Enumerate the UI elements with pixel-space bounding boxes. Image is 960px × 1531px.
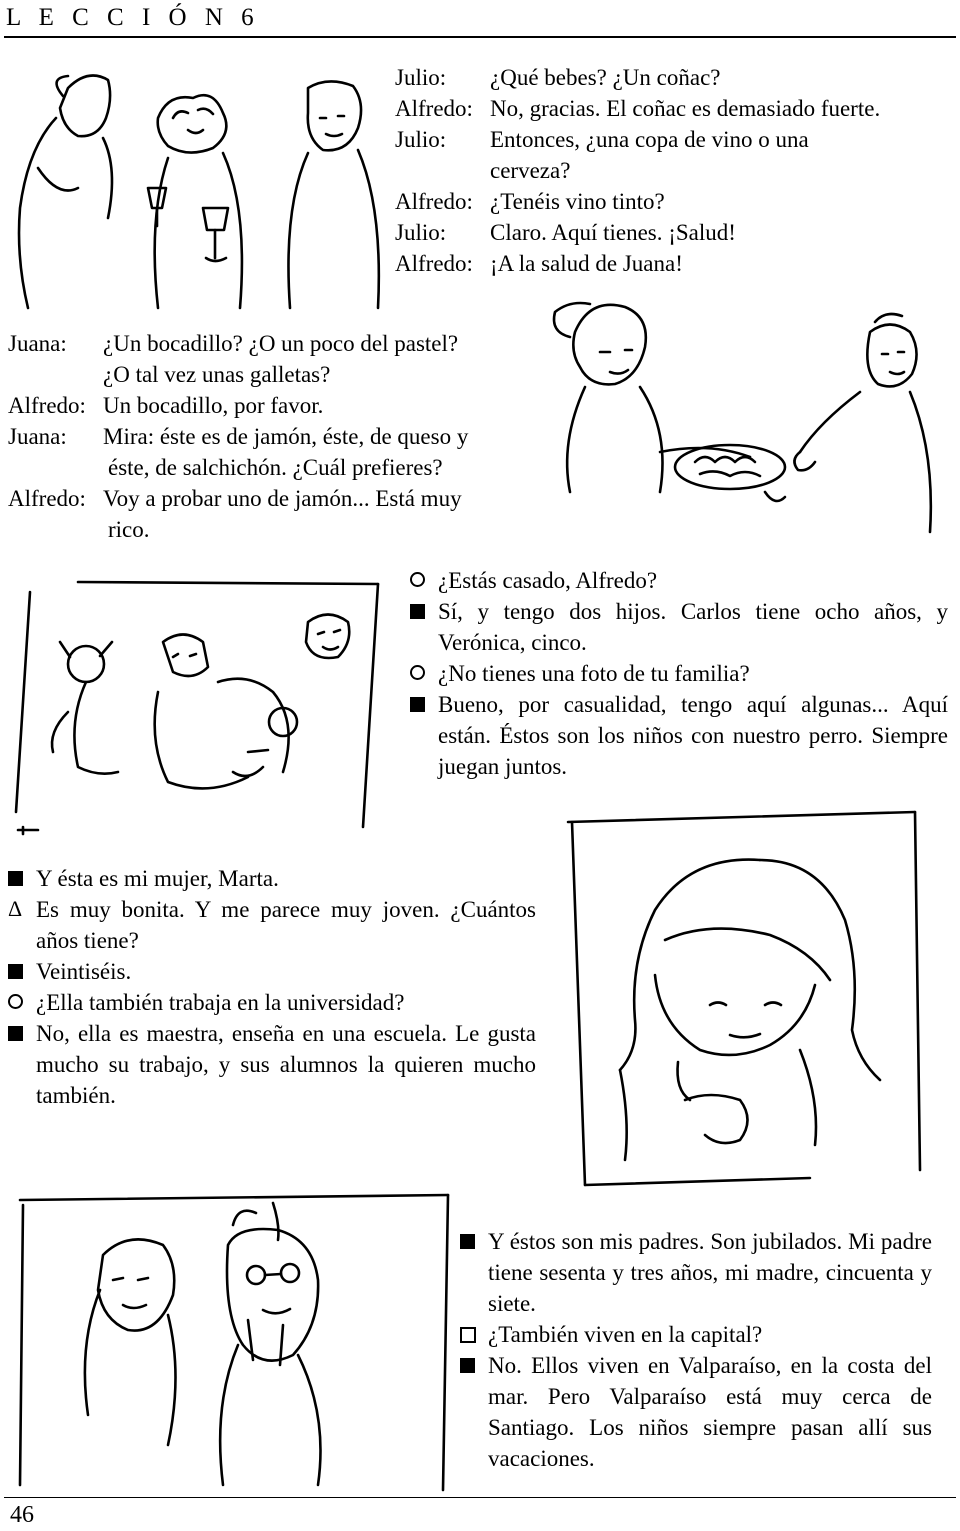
- dialog-text: rico.: [108, 517, 150, 542]
- dialog-line: [395, 248, 880, 279]
- conversation-line: [410, 689, 948, 782]
- conversation-line: [8, 863, 536, 894]
- line-text: Y ésta es mi mujer, Marta.: [36, 866, 279, 891]
- speaker-name: Alfredo:: [395, 251, 473, 276]
- speaker-name: Julio:: [395, 127, 447, 152]
- dialog-text: ¿Qué bebes? ¿Un coñac?: [490, 65, 721, 90]
- line-text: Sí, y tengo dos hijos. Carlos tiene ocho años, y Verónica, cinco.: [438, 599, 948, 655]
- footer-rule: [4, 1497, 956, 1498]
- conversation-line: [460, 1350, 932, 1474]
- speaker-name: Julio:: [395, 220, 447, 245]
- square-bullet-icon: [8, 871, 23, 886]
- dialog-line: [8, 421, 468, 452]
- line-text: ¿También viven en la capital?: [488, 1322, 763, 1347]
- dialog-line: [395, 217, 880, 248]
- dialog-continuation: [8, 359, 468, 390]
- speaker-name: Alfredo:: [395, 96, 473, 121]
- dialog-continuation: [8, 514, 468, 545]
- dialog-text: No, gracias. El coñac es demasiado fuerte.: [490, 96, 881, 121]
- triangle-bullet-icon: Δ: [8, 896, 23, 921]
- conversation-line: [460, 1319, 932, 1350]
- lesson-header: L E C C I Ó N 6: [6, 4, 260, 31]
- speaker-name: Juana:: [8, 331, 67, 356]
- dialog-text: Un bocadillo, por favor.: [103, 393, 324, 418]
- dialog-text: ¿O tal vez unas galletas?: [103, 362, 331, 387]
- line-text: ¿No tienes una foto de tu familia?: [438, 661, 750, 686]
- illustration-wife-portrait: [560, 800, 950, 1190]
- open-square-bullet-icon: [460, 1327, 476, 1343]
- dialog-text: Claro. Aquí tienes. ¡Salud!: [490, 220, 736, 245]
- dialog-line: [8, 390, 468, 421]
- dialog-line: [8, 483, 468, 514]
- conversation-line: [8, 894, 536, 956]
- circle-bullet-icon: [410, 572, 425, 587]
- dialog-text: Mira: éste es de jamón, éste, de queso y: [103, 424, 469, 449]
- dialog-text: ¿Tenéis vino tinto?: [490, 189, 665, 214]
- conversation-line: [8, 956, 536, 987]
- dialog-text: cerveza?: [490, 158, 571, 183]
- line-text: ¿Ella también trabaja en la universidad?: [36, 990, 405, 1015]
- conversation-line: [410, 596, 948, 658]
- dialog-line: [395, 62, 880, 93]
- dialog-text: Entonces, ¿una copa de vino o una: [490, 127, 809, 152]
- square-bullet-icon: [410, 604, 425, 619]
- line-text: No, ella es maestra, enseña en una escuela. Le gusta mucho su trabajo, y sus alumnos la quieren mucho también.: [36, 1021, 536, 1108]
- line-text: Y éstos son mis padres. Son jubilados. Mi padre tiene sesenta y tres años, mi madre, cincuenta y siete.: [488, 1229, 932, 1316]
- dialog-line: [395, 124, 880, 155]
- dialog-text: Voy a probar uno de jamón... Está muy: [103, 486, 462, 511]
- dialog-text: ¡A la salud de Juana!: [490, 251, 683, 276]
- conversation-wife: [8, 863, 536, 1111]
- conversation-line: [410, 565, 948, 596]
- conversation-line: [410, 658, 948, 689]
- dialog-text: éste, de salchichón. ¿Cuál prefieres?: [108, 455, 443, 480]
- header-rule: [4, 36, 956, 38]
- speaker-name: Juana:: [8, 424, 67, 449]
- conversation-family: [410, 565, 948, 782]
- page-number: 46: [10, 1502, 34, 1528]
- conversation-parents: [460, 1226, 932, 1474]
- conversation-line: [8, 987, 536, 1018]
- speaker-name: Alfredo:: [8, 486, 86, 511]
- dialog-line: [8, 328, 468, 359]
- illustration-children-photo: [8, 572, 393, 842]
- dialog-text: ¿Un bocadillo? ¿O un poco del pastel?: [103, 331, 459, 356]
- speaker-name: Julio:: [395, 65, 447, 90]
- dialog-juana-alfredo: [8, 328, 468, 545]
- square-bullet-icon: [8, 964, 23, 979]
- square-bullet-icon: [410, 697, 425, 712]
- line-text: ¿Estás casado, Alfredo?: [438, 568, 658, 593]
- illustration-toast: [8, 58, 388, 318]
- line-text: No. Ellos viven en Valparaíso, en la costa del mar. Pero Valparaíso está muy cerca de Santiago. Los niños siempre pasan allí sus vacaciones.: [488, 1353, 932, 1471]
- illustration-parents-photo: [8, 1185, 453, 1500]
- conversation-line: [460, 1226, 932, 1319]
- dialog-continuation: [395, 155, 880, 186]
- square-bullet-icon: [460, 1358, 475, 1373]
- dialog-line: [395, 186, 880, 217]
- dialog-julio-alfredo: [395, 62, 880, 279]
- speaker-name: Alfredo:: [8, 393, 86, 418]
- line-text: Es muy bonita. Y me parece muy joven. ¿Cuántos años tiene?: [36, 897, 536, 953]
- dialog-continuation: [8, 452, 468, 483]
- dialog-line: [395, 93, 880, 124]
- line-text: Veintiséis.: [36, 959, 132, 984]
- conversation-line: [8, 1018, 536, 1111]
- square-bullet-icon: [460, 1234, 475, 1249]
- circle-bullet-icon: [8, 994, 23, 1009]
- illustration-sandwiches: [530, 292, 950, 557]
- line-text: Bueno, por casualidad, tengo aquí algunas... Aquí están. Éstos son los niños con nuestro perro. Siempre juegan juntos.: [438, 692, 948, 779]
- speaker-name: Alfredo:: [395, 189, 473, 214]
- square-bullet-icon: [8, 1026, 23, 1041]
- circle-bullet-icon: [410, 665, 425, 680]
